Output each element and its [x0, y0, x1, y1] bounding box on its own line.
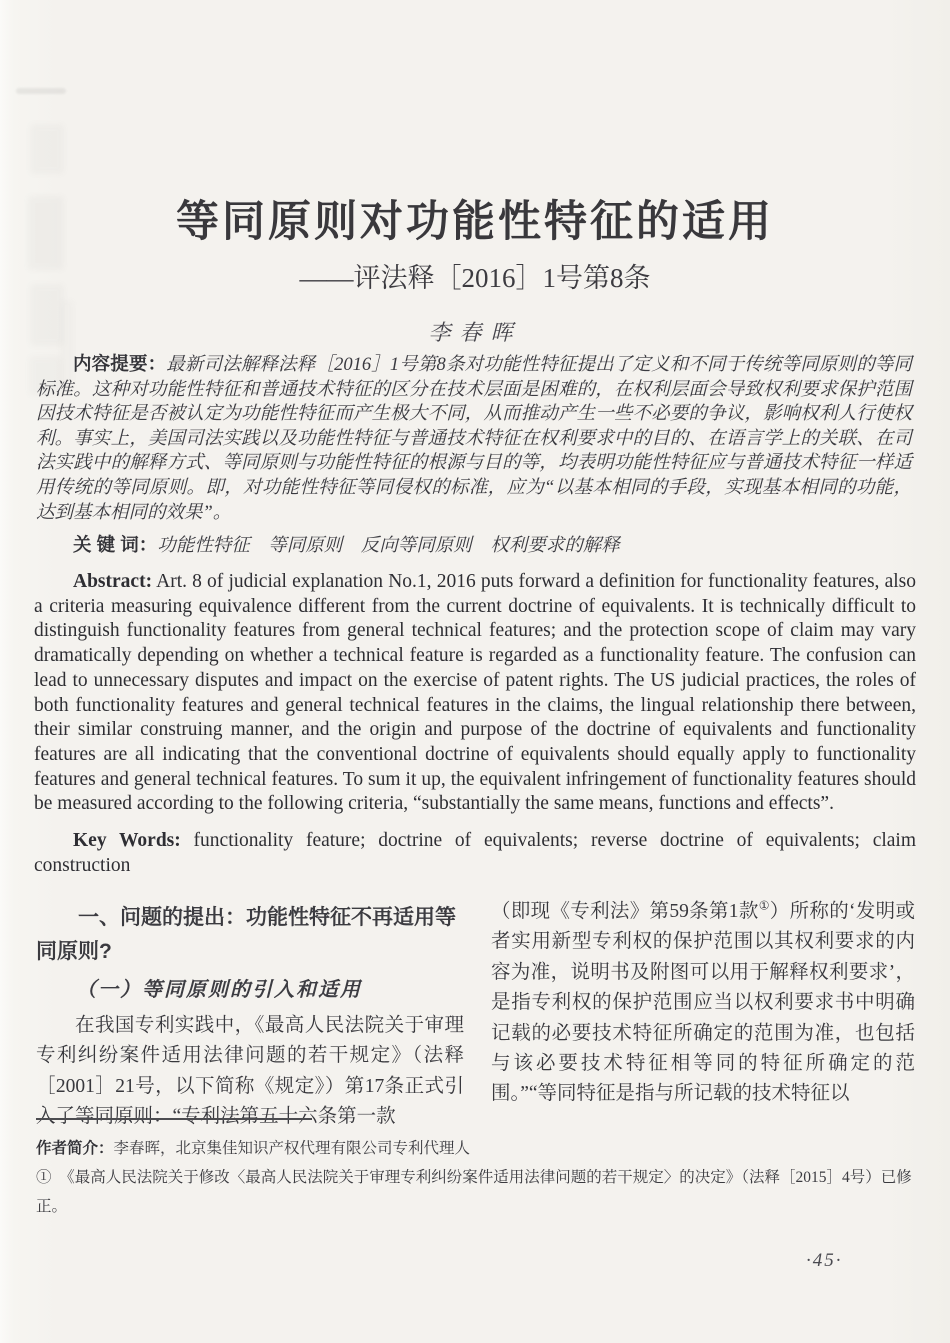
footnote-1-text: 《最高人民法院关于修改〈最高人民法院关于审理专利纠纷案件适用法律问题的若干规定〉的决定》（法释［2015］4号）已修正。 — [36, 1169, 912, 1215]
abstract-chinese-paragraph — [36, 352, 912, 525]
body-column-left — [36, 897, 464, 1133]
abstract-english-label: Abstract: — [73, 571, 153, 592]
author-bio-text: 李春晖，北京集佳知识产权代理有限公司专利代理人 — [113, 1140, 471, 1157]
body-paragraph-left: 在我国专利实践中，《最高人民法院关于审理专利纠纷案件适用法律问题的若干规定》（法释［2001］21号，以下简称《规定》）第17条正式引入了等同原则：“专利法第五十六条第一款 — [36, 1015, 464, 1128]
bleed-through-mark — [16, 88, 66, 94]
abstract-chinese-block — [36, 352, 912, 559]
article-author: 李春晖 — [428, 320, 522, 345]
footnote-1-marker: ① — [36, 1169, 52, 1186]
keywords-english-paragraph — [34, 829, 916, 878]
abstract-english-paragraph — [34, 570, 916, 817]
body-paragraph-right — [491, 897, 915, 1110]
keywords-english-text: functionality feature; doctrine of equivalents; reverse doctrine of equivalents; claim construction — [34, 830, 917, 876]
footnote-1-line — [36, 1163, 916, 1221]
section-1-1-heading: （一）等同原则的引入和适用 — [76, 979, 362, 1001]
section-1-heading: 一、问题的提出：功能性特征不再适用等同原则? — [36, 906, 456, 963]
article-subtitle: ——评法释［2016］1号第8条 — [299, 263, 651, 293]
abstract-chinese-label: 内容提要： — [73, 353, 167, 374]
bleed-through-mark — [30, 124, 64, 174]
page-number: ·45· — [806, 1250, 843, 1271]
author-bio-label: 作者简介： — [36, 1140, 114, 1157]
body-paragraph-right-text: ）所称的‘发明或者实用新型专利权的保护范围以其权利要求的内容为准，说明书及附图可以用于解释权利要求’，是指专利权的保护范围应当以权利要求书中明确记载的必要技术特征所确定的范围为准，也包括与该必要技术特征相等同的特征所确定的范围。”“等同特征是指与所记载的技术特征以 — [491, 901, 915, 1105]
author-bio-line — [36, 1134, 916, 1163]
footnote-block — [36, 1118, 916, 1221]
keywords-english-label: Key Words: — [73, 830, 181, 852]
keywords-chinese-paragraph — [36, 533, 912, 559]
footnote-separator-rule — [36, 1118, 312, 1120]
keywords-chinese-label: 关 键 词： — [73, 534, 158, 556]
body-paragraph-right-text: （即现《专利法》第59条第1款 — [491, 901, 759, 922]
footnote-reference-1: ① — [758, 898, 770, 913]
body-column-right — [491, 897, 915, 1110]
abstract-english-text: Art. 8 of judicial explanation No.1, 2016 puts forward a definition for functionality features, also a criteria measuring equivalence different from the current doctrine of equivalents. It is technically difficult to distinguish functionality features from general technical features; and the protection scope of claim may vary dramatically depending on whether a technical feature is regarded as a functionality feature. The confusion can lead to unnecessary disputes and impact on the exercise of patent rights. The US judicial practices, the roles of both functionality features and general technical features in the claims, the lingual relationship there between, their similar construing manner, and the origin and purpose of the doctrine of equivalents and functionality features are all indicating that the conventional doctrine of equivalents should equally apply to functionality features and general technical features. To sum it up, the equivalent infringement of functionality features should be measured according to the following criteria, “substantially the same means, functions and effects”. — [34, 571, 916, 815]
keywords-chinese-text: 功能性特征 等同原则 反向等同原则 权利要求的解释 — [157, 536, 620, 557]
article-title: 等同原则对功能性特征的适用 — [176, 199, 774, 246]
abstract-chinese-text: 最新司法解释法释［2016］1号第8条对功能性特征提出了定义和不同于传统等同原则的等同标准。这种对功能性特征和普通技术特征的区分在技术层面是困难的，在权利层面会导致权利要求保护范围因技术特征是否被认定为功能性特征而产生极大不同，从而推动产生一些不必要的争议，影响权利人行使权利。事实上，美国司法实践以及功能性特征与普通技术特征在权利要求中的目的、在语言学上的关联、在司法实践中的解释方式、等同原则与功能性特征的根源与目的等，均表明功能性特征应与普通技术特征一样适用传统的等同原则。即，对功能性特征等同侵权的标准，应为“以基本相同的手段，实现基本相同的功能，达到基本相同的效果”。 — [36, 355, 912, 523]
abstract-english-block — [34, 570, 916, 878]
